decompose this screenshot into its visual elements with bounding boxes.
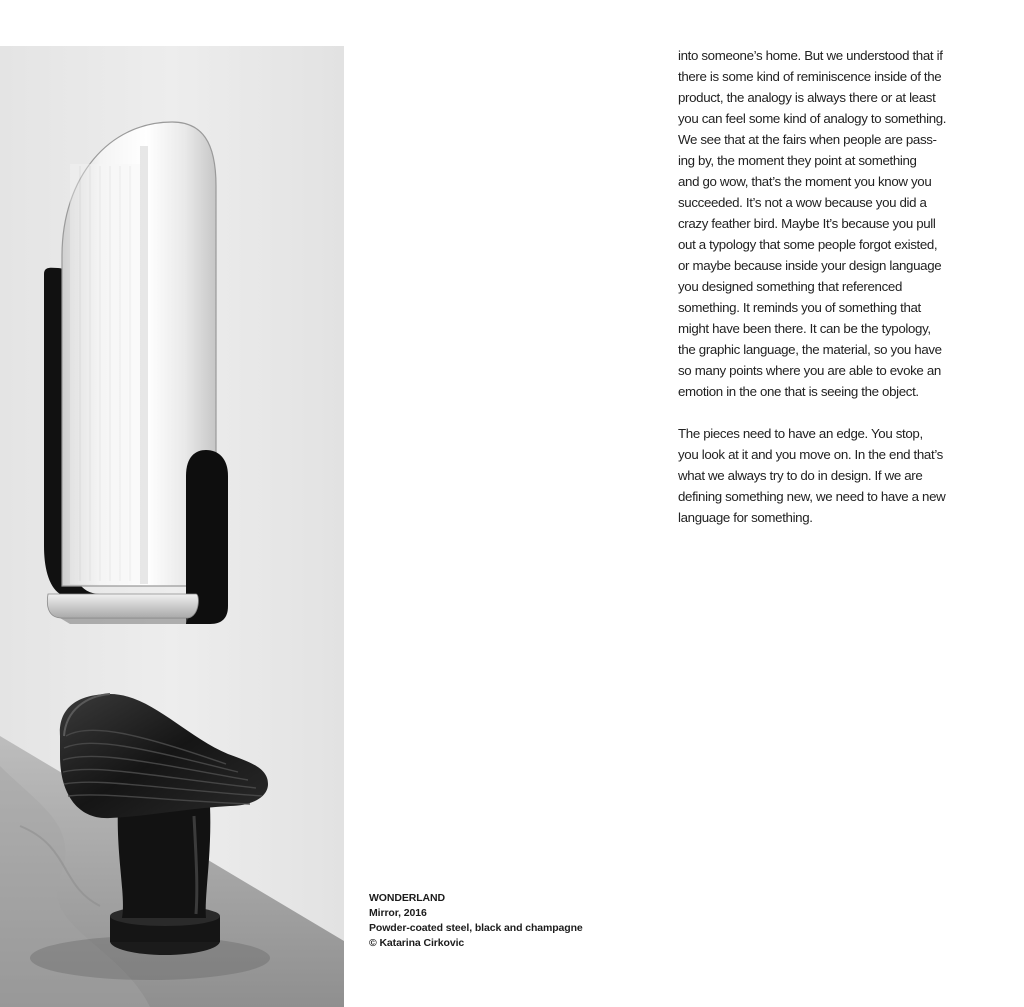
paragraph-2: [678, 423, 968, 528]
text-line: language for something.: [678, 510, 813, 525]
text-line: emotion in the one that is seeing the object.: [678, 384, 919, 399]
text-line: you look at it and you move on. In the end that’s: [678, 447, 943, 462]
text-line: and go wow, that’s the moment you know you: [678, 174, 932, 189]
photo-caption: [369, 891, 629, 951]
text-line: the graphic language, the material, so you have: [678, 342, 942, 357]
text-line: there is some kind of reminiscence inside of the: [678, 69, 942, 84]
text-line: product, the analogy is always there or at least: [678, 90, 936, 105]
text-line: might have been there. It can be the typology,: [678, 321, 931, 336]
text-line: so many points where you are able to evoke an: [678, 363, 941, 378]
text-line: you can feel some kind of analogy to something.: [678, 111, 947, 126]
product-photo: [0, 46, 344, 1007]
caption-material: Powder-coated steel, black and champagne: [369, 922, 583, 934]
text-line: or maybe because inside your design language: [678, 258, 942, 273]
text-line: succeeded. It’s not a wow because you did a: [678, 195, 927, 210]
text-line: The pieces need to have an edge. You stop,: [678, 426, 923, 441]
text-line: out a typology that some people forgot existed,: [678, 237, 938, 252]
text-line: you designed something that referenced: [678, 279, 902, 294]
caption-credit: © Katarina Cirkovic: [369, 937, 465, 949]
wonderland-mirror-photo: [0, 46, 344, 1007]
text-line: what we always try to do in design. If we are: [678, 468, 923, 483]
text-line: crazy feather bird. Maybe It’s because you pull: [678, 216, 936, 231]
text-line: into someone’s home. But we understood that if: [678, 48, 943, 63]
text-line: ing by, the moment they point at something: [678, 153, 917, 168]
article-text: [678, 45, 968, 528]
text-line: We see that at the fairs when people are pass-: [678, 132, 937, 147]
caption-title: WONDERLAND: [369, 892, 445, 904]
text-line: defining something new, we need to have a new: [678, 489, 946, 504]
caption-year: Mirror, 2016: [369, 907, 427, 919]
text-line: something. It reminds you of something that: [678, 300, 921, 315]
paragraph-1: [678, 45, 968, 402]
